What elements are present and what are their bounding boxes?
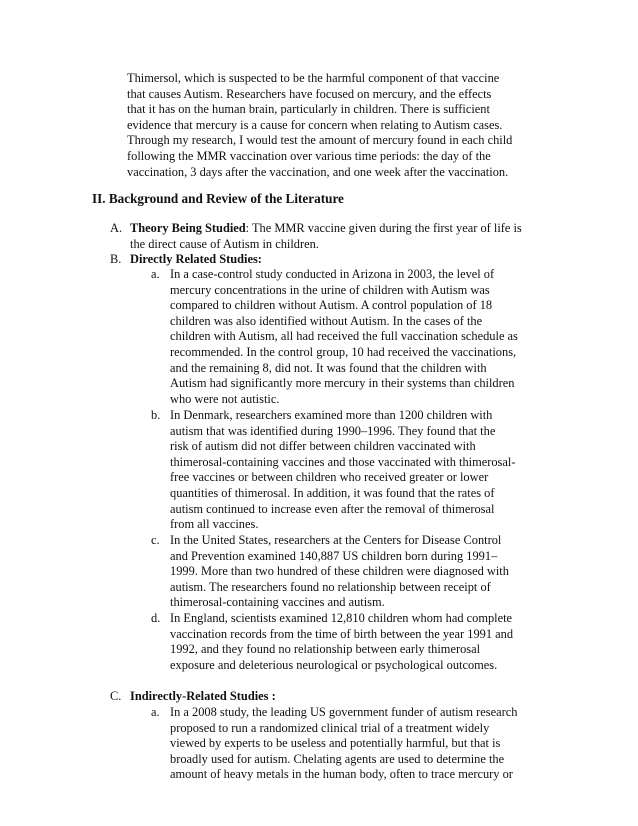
study-line: viewed by experts to be useless and potentially harmful, but that is xyxy=(170,736,501,751)
study-line: from all vaccines. xyxy=(170,517,259,532)
study-line: risk of autism did not differ between children vaccinated with xyxy=(170,439,476,454)
study-marker: a. xyxy=(151,267,160,281)
intro-line: that it has on the human brain, particularly in children. There is sufficient xyxy=(127,102,490,117)
study-line: In England, scientists examined 12,810 children whom had complete xyxy=(170,611,513,625)
study-marker: c. xyxy=(151,533,160,547)
study-marker: a. xyxy=(151,705,160,719)
intro-line: Thimersol, which is suspected to be the harmful component of that vaccine xyxy=(127,71,500,85)
theory-label: Theory Being Studied xyxy=(130,221,246,235)
intro-line: vaccination, 3 days after the vaccination, and one week after the vaccination. xyxy=(127,164,509,179)
section-heading: II. Background and Review of the Literature xyxy=(92,191,344,206)
outline-marker: B. xyxy=(110,252,122,266)
study-line: proposed to run a randomized clinical trial of a treatment widely xyxy=(170,720,490,735)
study-line: In Denmark, researchers examined more than 1200 children with xyxy=(170,408,493,422)
study-line: exposure and deleterious neurological or psychological outcomes. xyxy=(170,657,498,672)
study-line: autism that was identified during 1990–1996. They found that the xyxy=(170,423,496,438)
study-line: who were not autistic. xyxy=(170,391,280,406)
intro-line: that causes Autism. Researchers have focused on mercury, and the effects xyxy=(127,86,492,101)
study-line: thimerosal-containing vaccines and those vaccinated with thimerosal- xyxy=(170,454,516,469)
study-line: vaccination records from the time of birth between the year 1991 and xyxy=(170,626,514,641)
study-line: and the remaining 8, did not. It was found that the children with xyxy=(170,360,487,375)
study-marker: b. xyxy=(151,408,161,422)
study-line: In the United States, researchers at the Centers for Disease Control xyxy=(170,533,502,547)
theory-text: : The MMR vaccine given during the first year of life is xyxy=(245,221,522,235)
study-line: autism continued to increase even after the removal of thimerosal xyxy=(170,501,495,516)
study-line: thimerosal-containing vaccines and autism. xyxy=(170,595,385,610)
intro-line: evidence that mercury is a cause for concern when relating to Autism cases. xyxy=(127,117,503,132)
study-line: compared to children without Autism. A control population of 18 xyxy=(170,298,493,313)
study-line: and Prevention examined 140,887 US children born during 1991– xyxy=(170,548,498,563)
study-line: children was also identified without Autism. In the cases of the xyxy=(170,313,483,328)
study-marker: d. xyxy=(151,611,161,625)
study-line: quantities of thimerosal. In addition, it was found that the rates of xyxy=(170,485,495,500)
outline-marker: C. xyxy=(110,689,122,703)
intro-line: following the MMR vaccination over various time periods: the day of the xyxy=(127,148,491,163)
study-line: recommended. In the control group, 10 had received the vaccinations, xyxy=(170,344,517,359)
intro-paragraph xyxy=(127,71,512,180)
intro-line: Through my research, I would test the amount of mercury found in each child xyxy=(127,133,513,148)
study-line: children with Autism, all had received the full vaccination schedule as xyxy=(170,329,518,344)
indirectly-related-label: Indirectly-Related Studies : xyxy=(130,689,276,703)
study-line: broadly used for autism. Chelating agents are used to determine the xyxy=(170,751,505,766)
directly-related-label: Directly Related Studies: xyxy=(130,252,262,266)
study-line: free vaccines or between children who received greater or lower xyxy=(170,470,489,485)
study-line: In a 2008 study, the leading US government funder of autism research xyxy=(170,705,518,719)
study-line: autism. The researchers found no relationship between receipt of xyxy=(170,579,491,594)
study-line: 1999. More than two hundred of these children were diagnosed with xyxy=(170,564,509,579)
study-line: mercury concentrations in the urine of children with Autism was xyxy=(170,282,490,297)
study-line: 1992, and they found no relationship between early thimerosal xyxy=(170,642,481,657)
study-line: Autism had significantly more mercury in their systems than children xyxy=(170,376,515,391)
outline-marker: A. xyxy=(110,221,123,235)
theory-line: the direct cause of Autism in children. xyxy=(130,236,319,251)
study-line: amount of heavy metals in the human body, often to trace mercury or xyxy=(170,767,513,782)
study-line: In a case-control study conducted in Arizona in 2003, the level of xyxy=(170,267,495,281)
